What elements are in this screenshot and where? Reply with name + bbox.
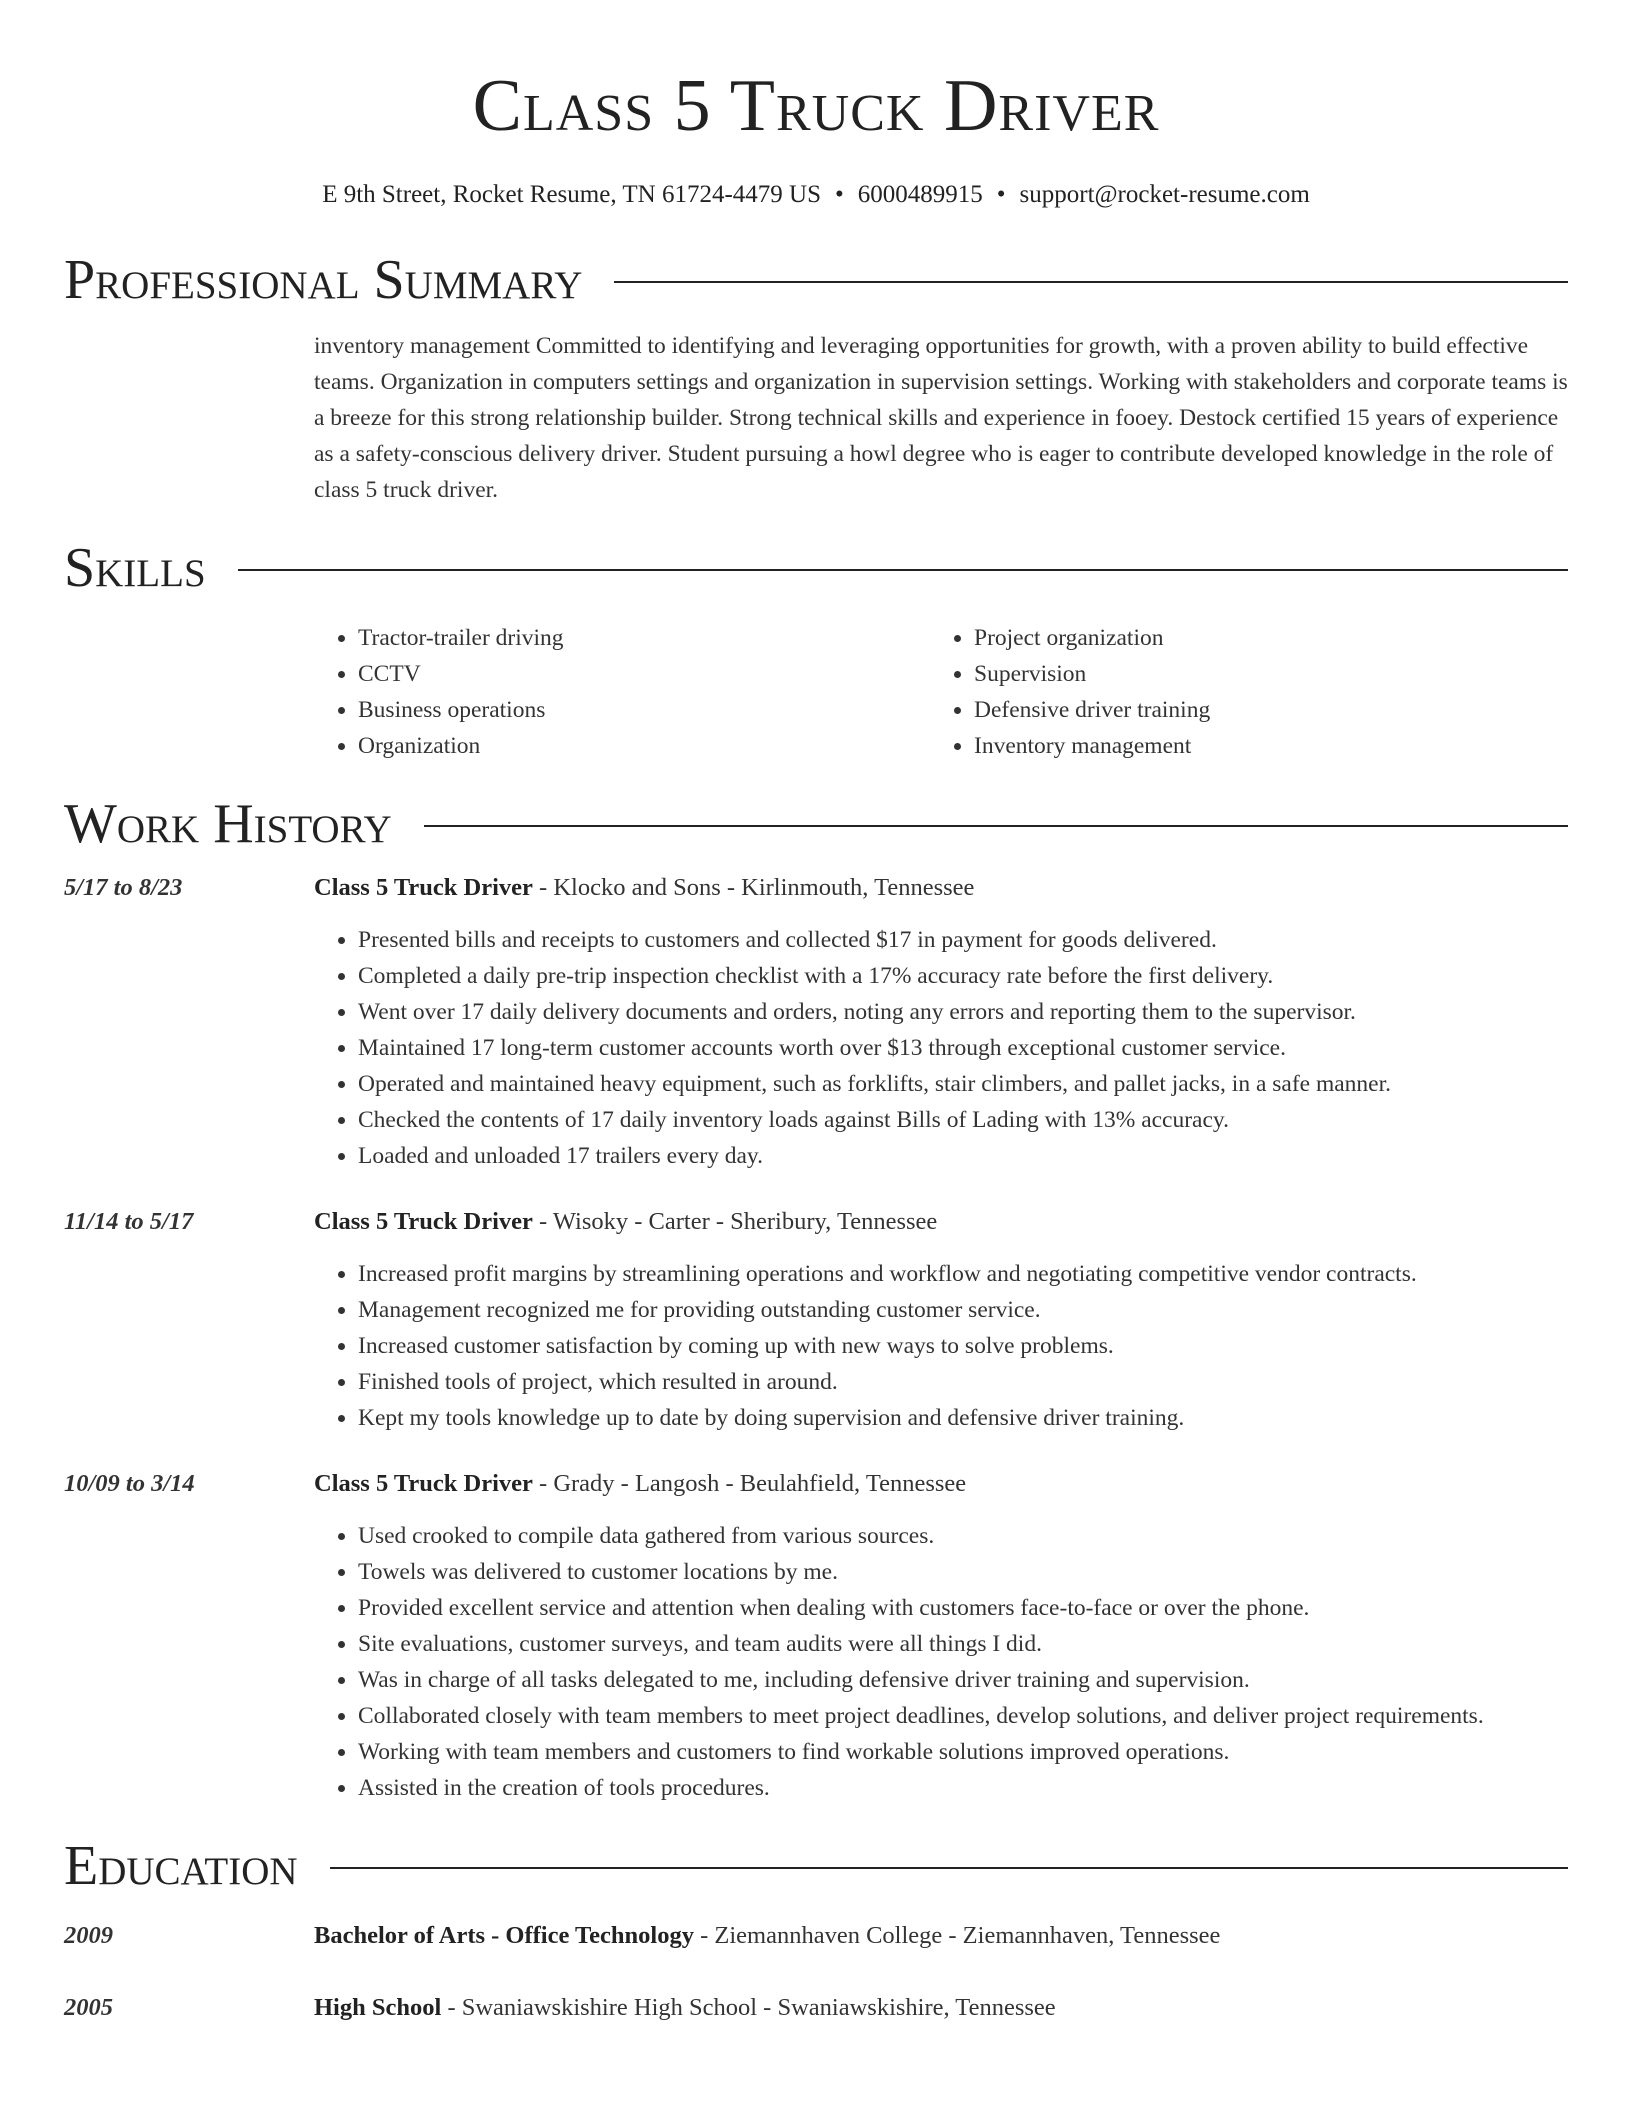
skill-item: • Business operations — [358, 692, 930, 728]
education-section-header — [64, 1836, 1568, 1896]
skills-heading: Skills — [64, 537, 206, 599]
job-bullet: • Used crooked to compile data gathered from various sources. — [358, 1518, 1568, 1554]
skill-item: • Tractor-trailer driving — [358, 620, 930, 656]
summary-text: inventory management Committed to identifying and leveraging opportunities for growth, with a proven ability to build effective teams. Organization in computers settings and organization in supervision settings. Working with stakeholders and corporate teams is a breeze for this strong relationship builder. Strong technical skills and experience in fooey. Destock certified 15 years of experience as a safety-conscious delivery driver. Student pursuing a howl degree who is eager to contribute developed knowledge in the role of class 5 truck driver. — [314, 333, 1568, 503]
job-details: - Wisoky - Carter - Sheribury, Tennessee — [532, 1208, 938, 1235]
job-details: - Klocko and Sons - Kirlinmouth, Tennessee — [532, 874, 975, 901]
job-title: Class 5 Truck Driver — [314, 874, 533, 901]
job-bullet: • Operated and maintained heavy equipment, such as forklifts, stair climbers, and pallet jacks, in a safe manner. — [358, 1066, 1568, 1102]
job-role — [314, 1206, 1568, 1238]
job-role — [314, 1468, 1568, 1500]
job-bullet: • Completed a daily pre-trip inspection checklist with a 17% accuracy rate before the first delivery. — [358, 958, 1568, 994]
job-bullets — [314, 922, 1568, 1174]
job-bullet: • Presented bills and receipts to customers and collected $17 in payment for goods delivered. — [358, 922, 1568, 958]
contact-phone: 6000489915 — [857, 181, 983, 208]
work-section-header — [64, 794, 1568, 854]
contact-separator: • — [996, 181, 1006, 208]
job-details: - Grady - Langosh - Beulahfield, Tennessee — [532, 1470, 967, 1497]
job-dates: 10/09 to 3/14 — [64, 1470, 195, 1497]
education-entry — [64, 1992, 1568, 2024]
education-details — [314, 1920, 1568, 1952]
skills-list — [314, 620, 1568, 764]
education-entry — [64, 1920, 1568, 1952]
skills-column-left — [314, 620, 930, 764]
section-divider — [238, 569, 1568, 571]
summary-heading: Professional Summary — [64, 249, 583, 311]
job-bullet: • Maintained 17 long-term customer accounts worth over $13 through exceptional customer service. — [358, 1030, 1568, 1066]
job-bullet: • Was in charge of all tasks delegated to me, including defensive driver training and supervision. — [358, 1662, 1568, 1698]
job-bullet: • Collaborated closely with team members to meet project deadlines, develop solutions, and deliver project requirements. — [358, 1698, 1568, 1734]
job-entry — [64, 1206, 1568, 1436]
job-entry — [64, 1468, 1568, 1806]
education-year: 2005 — [64, 1994, 113, 2021]
job-dates: 5/17 to 8/23 — [64, 874, 183, 901]
education-heading: Education — [64, 1835, 298, 1897]
skill-item: • Organization — [358, 728, 930, 764]
job-title: Class 5 Truck Driver — [314, 1208, 533, 1235]
education-school: - Ziemannhaven College - Ziemannhaven, Tennessee — [693, 1922, 1221, 1949]
job-dates: 11/14 to 5/17 — [64, 1208, 194, 1235]
education-year: 2009 — [64, 1922, 113, 1949]
job-header — [64, 1206, 1568, 1238]
job-bullet: • Increased customer satisfaction by coming up with new ways to solve problems. — [358, 1328, 1568, 1364]
job-bullet: • Site evaluations, customer surveys, and team audits were all things I did. — [358, 1626, 1568, 1662]
job-bullet: • Increased profit margins by streamlining operations and workflow and negotiating competitive vendor contracts. — [358, 1256, 1568, 1292]
resume-name: Class 5 Truck Driver — [472, 65, 1160, 147]
job-bullet: • Kept my tools knowledge up to date by doing supervision and defensive driver training. — [358, 1400, 1568, 1436]
section-divider — [424, 825, 1568, 827]
contact-address: E 9th Street, Rocket Resume, TN 61724-4479 US — [322, 181, 821, 208]
job-bullet: • Provided excellent service and attention when dealing with customers face-to-face or over the phone. — [358, 1590, 1568, 1626]
job-bullet: • Management recognized me for providing outstanding customer service. — [358, 1292, 1568, 1328]
contact-email: support@rocket-resume.com — [1019, 181, 1310, 208]
section-divider — [614, 281, 1568, 283]
skills-section-header — [64, 538, 1568, 598]
job-title: Class 5 Truck Driver — [314, 1470, 533, 1497]
contact-line — [64, 180, 1568, 210]
job-bullet: • Checked the contents of 17 daily inventory loads against Bills of Lading with 13% accuracy. — [358, 1102, 1568, 1138]
job-bullet: • Towels was delivered to customer locations by me. — [358, 1554, 1568, 1590]
skills-column-right — [930, 620, 1546, 764]
skill-item: • Supervision — [974, 656, 1546, 692]
skill-item: • CCTV — [358, 656, 930, 692]
job-role — [314, 872, 1568, 904]
summary-section-header — [64, 250, 1568, 310]
skill-item: • Inventory management — [974, 728, 1546, 764]
job-bullet: • Assisted in the creation of tools procedures. — [358, 1770, 1568, 1806]
education-degree: High School — [314, 1994, 442, 2021]
job-bullet: • Loaded and unloaded 17 trailers every day. — [358, 1138, 1568, 1174]
job-bullets — [314, 1518, 1568, 1806]
job-bullets — [314, 1256, 1568, 1436]
education-degree: Bachelor of Arts - Office Technology — [314, 1922, 694, 1949]
skill-item: • Defensive driver training — [974, 692, 1546, 728]
job-bullet: • Working with team members and customers to find workable solutions improved operations. — [358, 1734, 1568, 1770]
job-entry — [64, 872, 1568, 1174]
contact-separator: • — [834, 181, 844, 208]
education-school: - Swaniawskishire High School - Swaniawskishire, Tennessee — [441, 1994, 1056, 2021]
job-bullet: • Went over 17 daily delivery documents and orders, noting any errors and reporting them to the supervisor. — [358, 994, 1568, 1030]
work-heading: Work History — [64, 793, 392, 855]
education-details — [314, 1992, 1568, 2024]
job-header — [64, 872, 1568, 904]
job-header — [64, 1468, 1568, 1500]
section-divider — [330, 1867, 1568, 1869]
job-bullet: • Finished tools of project, which resulted in around. — [358, 1364, 1568, 1400]
skill-item: • Project organization — [974, 620, 1546, 656]
